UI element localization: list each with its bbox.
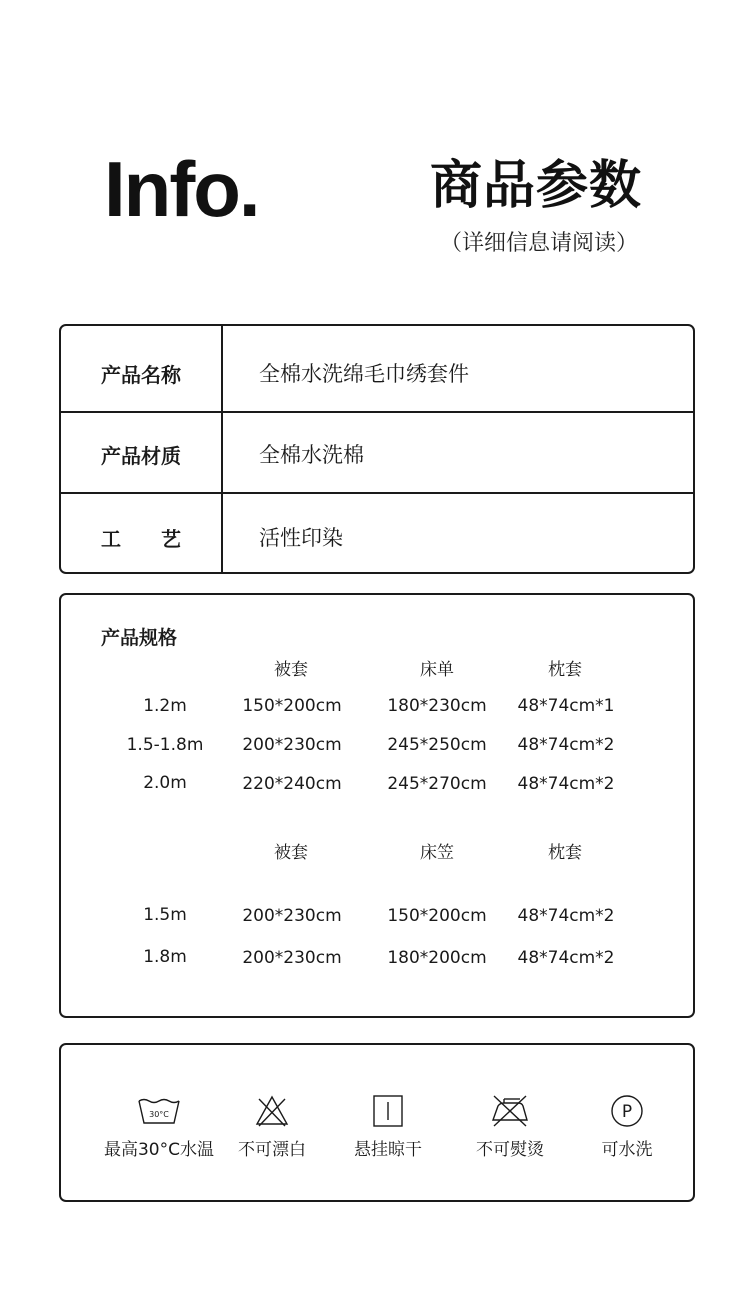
table-cell: 200*230cm (242, 735, 342, 755)
care-item-no-iron (445, 1093, 575, 1160)
column-divider (221, 326, 223, 572)
table-cell: 245*250cm (387, 735, 487, 755)
table1-header-sheet: 床单 (420, 660, 454, 680)
row-divider (61, 411, 693, 413)
title-cn: 商品参数 (430, 156, 643, 216)
table-cell: 180*230cm (387, 696, 487, 716)
table2-header-fitted-sheet: 床笠 (420, 843, 454, 863)
table-cell: 220*240cm (242, 774, 342, 794)
product-name-value: 全棉水洗绵毛巾绣套件 (259, 362, 469, 386)
table-cell: 200*230cm (242, 948, 342, 968)
svg-text:P: P (621, 1102, 633, 1122)
product-name-label: 产品名称 (101, 363, 181, 387)
title-en: Info. (104, 145, 259, 233)
table-cell: 48*74cm*2 (517, 735, 615, 755)
spec-title: 产品规格 (101, 627, 178, 649)
care-label: 最高30°C水温 (103, 1140, 214, 1160)
care-item-hang-dry (323, 1093, 453, 1160)
table1-header-pillowcase: 枕套 (548, 660, 582, 680)
material-value: 全棉水洗棉 (259, 443, 364, 467)
table-cell: 245*270cm (387, 774, 487, 794)
care-item-no-bleach (207, 1093, 337, 1160)
table-cell: 48*74cm*2 (517, 906, 615, 926)
care-label: 不可熨烫 (476, 1140, 544, 1160)
table-cell: 1.5m (143, 905, 187, 925)
spec-panel (59, 593, 695, 1018)
table-cell: 1.2m (143, 696, 187, 716)
no-bleach-icon (255, 1095, 289, 1127)
hang-dry-icon (372, 1094, 404, 1128)
table1-header-duvet: 被套 (274, 660, 308, 680)
care-label: 不可漂白 (238, 1140, 306, 1160)
table2-header-pillowcase: 枕套 (548, 843, 582, 863)
table2-header-duvet: 被套 (274, 843, 308, 863)
table-cell: 150*200cm (387, 906, 487, 926)
dry-clean-p-icon (610, 1094, 644, 1128)
care-label: 悬挂晾干 (354, 1140, 422, 1160)
table-cell: 48*74cm*2 (517, 774, 615, 794)
care-label: 可水洗 (601, 1140, 653, 1160)
table-cell: 48*74cm*2 (517, 948, 615, 968)
subtitle: （详细信息请阅读） (440, 231, 639, 256)
wash-30-icon (137, 1096, 181, 1126)
table-cell: 150*200cm (242, 696, 342, 716)
care-item-wash (94, 1093, 224, 1160)
care-panel (59, 1043, 695, 1202)
care-item-p (562, 1093, 692, 1160)
material-label: 产品材质 (101, 444, 181, 468)
basic-info-table (59, 324, 695, 574)
craft-label: 工 艺 (101, 527, 181, 551)
table-cell: 48*74cm*1 (517, 696, 615, 716)
row-divider (61, 492, 693, 494)
table-cell: 1.5-1.8m (126, 735, 204, 755)
no-iron-icon (490, 1094, 530, 1128)
table-cell: 200*230cm (242, 906, 342, 926)
craft-value: 活性印染 (259, 526, 343, 550)
svg-text:30°C: 30°C (149, 1110, 169, 1119)
table-cell: 2.0m (143, 773, 187, 793)
table-cell: 180*200cm (387, 948, 487, 968)
table-cell: 1.8m (143, 947, 187, 967)
